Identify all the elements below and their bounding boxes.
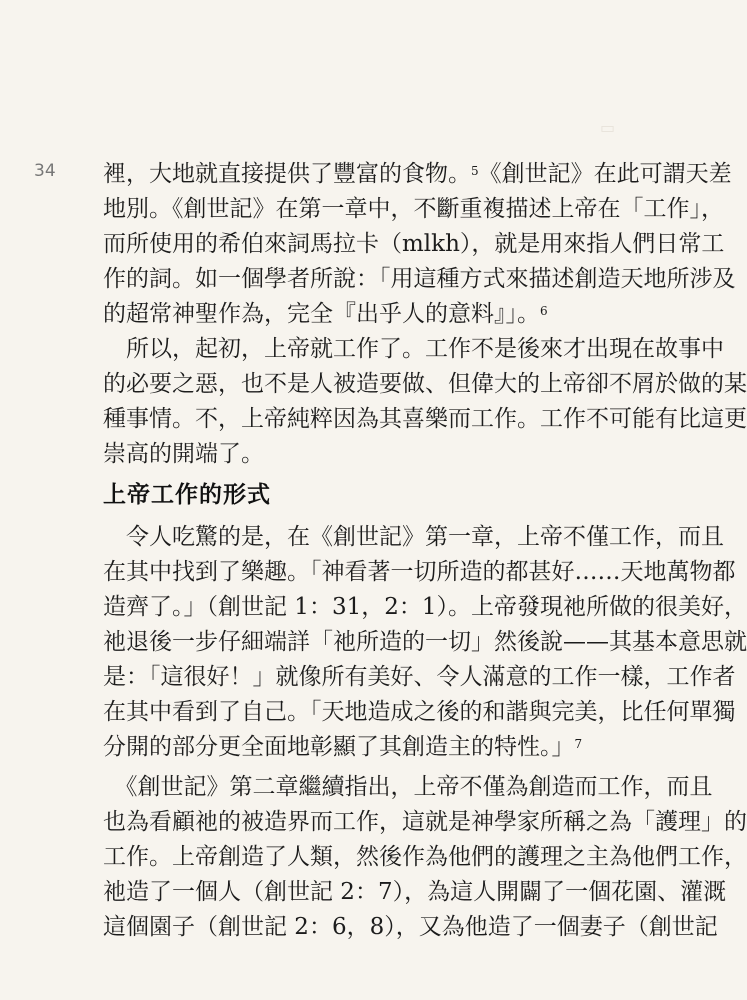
footnote-ref: 7 — [574, 737, 583, 751]
text-line: 是：「這很好！」就像所有美好、令人滿意的工作一樣，工作者 — [103, 664, 736, 690]
text-line: 而所使用的希伯來詞馬拉卡（mlkh），就是用來指人們日常工 — [103, 231, 725, 257]
text-line: 的超常神聖作為，完全『出乎人的意料』」。$^6$ — [103, 301, 548, 327]
page-number: 34 — [34, 161, 56, 181]
text-line: 祂退後一步仔細端詳「祂所造的一切」然後說——其基本意思就 — [103, 629, 747, 655]
text-line: 在其中找到了樂趣。「神看著一切所造的都甚好……天地萬物都 — [103, 559, 736, 585]
text-line: 祂造了一個人（創世記 2：7），為這人開闢了一個花園、灌溉 — [103, 879, 727, 905]
footnote-ref: 5 — [471, 164, 479, 178]
text-line: 這個園子（創世記 2：6，8），又為他造了一個妻子（創世記 — [103, 914, 718, 940]
text-line: 種事情。不，上帝純粹因為其喜樂而工作。工作不可能有比這更 — [103, 406, 747, 432]
text-line: 也為看顧祂的被造界而工作，這就是神學家所稱之為「護理」的 — [103, 809, 747, 835]
bleed-through-text: ▭ — [600, 118, 616, 137]
text-line: 作的詞。如一個學者所說：「用這種方式來描述創造天地所涉及 — [103, 266, 736, 292]
section-heading: 上帝工作的形式 — [103, 482, 271, 508]
text-line: 分開的部分更全面地彰顯了其創造主的特性。」$^7$ — [103, 734, 583, 760]
text-line: 令人吃驚的是，在《創世記》第一章，上帝不僅工作，而且 — [103, 524, 724, 550]
text-line: 裡，大地就直接提供了豐富的食物。$^5$《創世記》在此可謂天差 — [103, 161, 732, 187]
text-line: 崇高的開端了。 — [103, 441, 264, 467]
text-line: 的必要之惡，也不是人被造要做、但偉大的上帝卻不屑於做的某 — [103, 371, 747, 397]
text-line: 造齊了。」（創世記 1：31，2：1）。上帝發現祂所做的很美好， — [103, 594, 747, 620]
text-line: 所以，起初，上帝就工作了。工作不是後來才出現在故事中 — [103, 336, 724, 362]
text-line: 《創世記》第二章繼續指出，上帝不僅為創造而工作，而且 — [103, 774, 713, 800]
text-line: 在其中看到了自己。「天地造成之後的和諧與完美，比任何單獨 — [103, 699, 736, 725]
footnote-ref: 6 — [540, 304, 548, 318]
text-line: 地別。《創世記》在第一章中，不斷重複描述上帝在「工作」， — [103, 196, 724, 222]
text-line: 工作。上帝創造了人類，然後作為他們的護理之主為他們工作， — [103, 844, 747, 870]
